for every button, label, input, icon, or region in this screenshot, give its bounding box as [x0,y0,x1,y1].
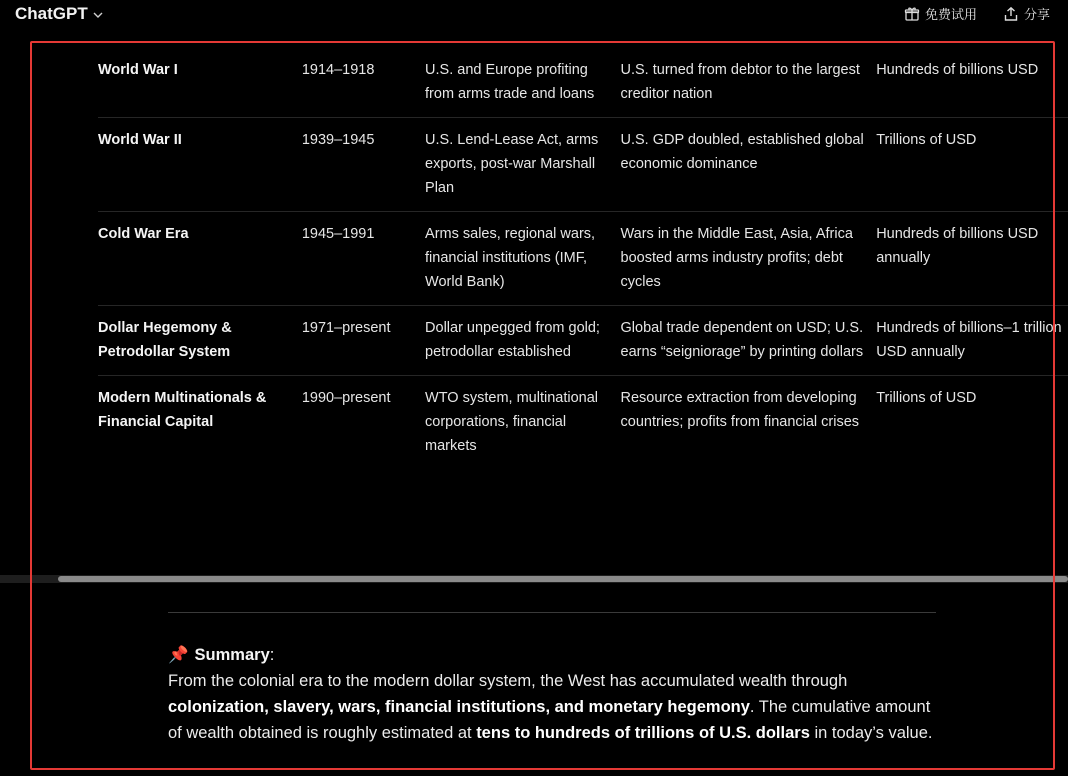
mechanism-cell: U.S. and Europe profiting from arms trade and loans [425,48,620,118]
wealth-cell: Hundreds of billions–1 trillion USD annually [876,306,1068,376]
event-cell: Cold War Era [98,212,302,306]
summary-text-1: From the colonial era to the modern dollar system, the West has accumulated wealth through [168,672,848,690]
impact-cell: U.S. turned from debtor to the largest creditor nation [621,48,877,118]
summary-text-3: in today’s value. [809,724,933,742]
wealth-cell: Trillions of USD [876,118,1068,212]
wealth-cell: Hundreds of billions USD annually [876,212,1068,306]
free-trial-button[interactable] [904,4,977,23]
event-cell: Dollar Hegemony & Petrodollar System [98,306,302,376]
period-cell: 1971–present [302,306,425,376]
table-row [98,376,1068,470]
mechanism-cell: WTO system, multinational corporations, financial markets [425,390,599,454]
free-trial-label: 免费试用 [924,7,977,22]
share-icon [1003,6,1019,22]
wealth-cell: Hundreds of billions USD [876,48,1068,118]
impact-cell: Resource extraction from developing countries; profits from financial crises [620,390,860,430]
mechanism-cell: Arms sales, regional wars, financial institutions (IMF, World Bank) [425,212,620,306]
table-row [98,212,1068,306]
table-row [98,306,1068,376]
share-label: 分享 [1023,7,1050,22]
event-cell: Modern Multinationals & Financial Capital [98,390,267,430]
scrollbar-thumb[interactable] [58,576,1068,582]
impact-cell: U.S. GDP doubled, established global economic dominance [621,118,877,212]
wealth-cell: Trillions of USD [876,390,977,406]
pushpin-icon: 📌 [168,646,189,664]
mechanism-cell: U.S. Lend-Lease Act, arms exports, post-war Marshall Plan [425,118,620,212]
gift-icon [904,6,920,22]
horizontal-scrollbar[interactable] [0,575,1068,583]
table-row [98,118,1068,212]
table-scroll-area[interactable] [98,48,1068,574]
mechanism-cell: Dollar unpegged from gold; petrodollar established [425,306,620,376]
top-actions [904,4,1050,23]
summary-heading [168,642,938,668]
summary-title: Summary [194,646,270,664]
wealth-table [98,48,1068,469]
divider [168,612,936,613]
period-cell: 1990–present [301,390,391,406]
impact-cell: Global trade dependent on USD; U.S. earns “seigniorage” by printing dollars [621,306,877,376]
top-bar [0,0,1068,40]
table-row [98,48,1068,118]
summary-bold-2: tens to hundreds of trillions of U.S. dollars [476,724,810,742]
impact-cell: Wars in the Middle East, Asia, Africa boosted arms industry profits; debt cycles [621,212,877,306]
period-cell: 1914–1918 [302,48,425,118]
brand-label: ChatGPT [15,4,88,23]
event-cell: World War II [98,118,302,212]
share-button[interactable] [1003,4,1050,23]
summary-paragraph [168,668,938,746]
summary-colon: : [269,646,275,664]
chevron-down-icon [92,9,104,21]
period-cell: 1945–1991 [302,212,425,306]
period-cell: 1939–1945 [302,118,425,212]
event-cell: World War I [98,48,302,118]
summary-bold-1: colonization, slavery, wars, financial institutions, and monetary hegemony [168,698,750,716]
summary-text-2: . The cumulative amount of wealth obtained is roughly estimated at [168,698,931,742]
model-selector[interactable] [15,4,104,24]
summary-section [168,642,938,746]
